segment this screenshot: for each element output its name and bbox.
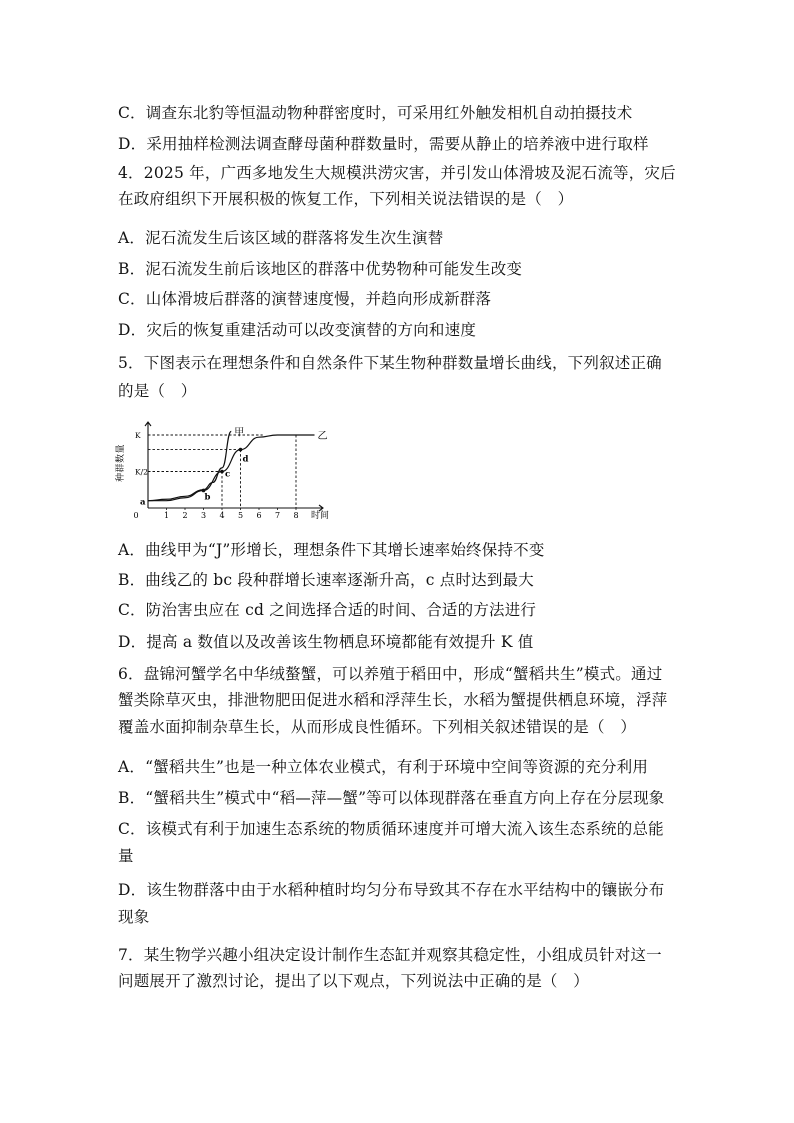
q6-option-d-line2: 现象 <box>118 908 150 926</box>
point-c <box>220 470 224 474</box>
x-tick-label: 1 <box>164 511 170 520</box>
q6-stem-line2: 蟹类除草灭虫，排泄物肥田促进水稻和浮萍生长，水稻为蟹提供栖息环境，浮萍 <box>118 691 668 709</box>
point-label-a: a <box>140 497 146 508</box>
q4-stem-line1: 4．2025 年，广西多地发生大规模洪涝灾害，并引发山体滑坡及泥石流等，灾后 <box>118 164 676 182</box>
x-tick-label: 4 <box>219 511 225 520</box>
q7-stem-line1: 7．某生物学兴趣小组决定设计制作生态缸并观察其稳定性，小组成员针对这一 <box>118 946 662 964</box>
q5-option-a: A．曲线甲为“J”形增长，理想条件下其增长速率始终保持不变 <box>118 541 545 559</box>
point-d <box>239 448 243 452</box>
chart-curves <box>148 431 315 503</box>
q3-option-d: D．采用抽样检测法调查酵母菌种群数量时，需要从静止的培养液中进行取样 <box>118 135 649 153</box>
q6-option-b: B．“蟹稻共生”模式中“稻—萍—蟹”等可以体现群落在垂直方向上存在分层现象 <box>118 789 665 807</box>
curve-jia <box>148 431 231 503</box>
q4-option-a: A．泥石流发生后该区域的群落将发生次生演替 <box>118 229 444 247</box>
x-tick-label: 5 <box>238 511 244 520</box>
x-tick-label: 7 <box>275 511 281 520</box>
q6-stem-line1: 6．盘锦河蟹学名中华绒螯蟹，可以养殖于稻田中，形成“蟹稻共生”模式。通过 <box>118 665 663 683</box>
q6-option-a: A．“蟹稻共生”也是一种立体农业模式，有利于环境中空间等资源的充分利用 <box>118 758 649 776</box>
chart-labels <box>114 426 329 521</box>
y-tick-label: K/2 <box>135 467 148 477</box>
q5-stem-line2: 的是（ ） <box>118 382 197 400</box>
q5-option-b: B．曲线乙的 bc 段种群增长速率逐渐升高，c 点时达到最大 <box>118 571 534 589</box>
q5-option-d: D．提高 a 数值以及改善该生物栖息环境都能有效提升 K 值 <box>118 633 534 651</box>
q3-option-c: C．调查东北豹等恒温动物种群密度时，可采用红外触发相机自动拍摄技术 <box>118 104 633 122</box>
y-tick-label: K <box>135 431 141 440</box>
x-tick-label: 3 <box>201 511 207 520</box>
point-label-c: c <box>225 469 231 480</box>
q5-stem-line1: 5．下图表示在理想条件和自然条件下某生物种群数量增长曲线，下列叙述正确 <box>118 354 662 372</box>
q6-option-d-line1: D．该生物群落中由于水稻种植时均匀分布导致其不存在水平结构中的镶嵌分布 <box>118 881 665 899</box>
q4-option-b: B．泥石流发生前后该地区的群落中优势物种可能发生改变 <box>118 260 523 278</box>
q4-option-d: D．灾后的恢复重建活动可以改变演替的方向和速度 <box>118 321 477 339</box>
q4-stem-line2: 在政府组织下开展积极的恢复工作，下列相关说法错误的是（ ） <box>118 190 574 208</box>
x-axis-title: 时间 <box>311 511 330 521</box>
q6-option-c-line1: C．该模式有利于加速生态系统的物质循环速度并可增大流入该生态系统的总能 <box>118 820 664 838</box>
x-tick-label: 6 <box>256 511 262 520</box>
q6-stem-line3: 覆盖水面抑制杂草生长，从而形成良性循环。下列相关叙述错误的是（ ） <box>118 718 637 736</box>
q4-option-c: C．山体滑坡后群落的演替速度慢，并趋向形成新群落 <box>118 290 492 308</box>
population-growth-chart <box>118 418 348 528</box>
q7-stem-line2: 问题展开了激烈讨论，提出了以下观点，下列说法中正确的是（ ） <box>118 972 590 990</box>
series-label-jia: 甲 <box>234 427 245 439</box>
series-label-yi: 乙 <box>317 431 328 442</box>
x-tick-label: 0 <box>133 511 139 520</box>
q5-option-c: C．防治害虫应在 cd 之间选择合适的时间、合适的方法进行 <box>118 601 537 619</box>
curve-yi <box>148 435 315 501</box>
point-label-b: b <box>204 492 211 503</box>
x-tick-label: 8 <box>293 511 299 520</box>
q6-option-c-line2: 量 <box>118 847 134 865</box>
y-axis-title: 种群数量 <box>116 443 126 482</box>
point-label-d: d <box>242 454 249 465</box>
x-tick-label: 2 <box>182 511 188 520</box>
